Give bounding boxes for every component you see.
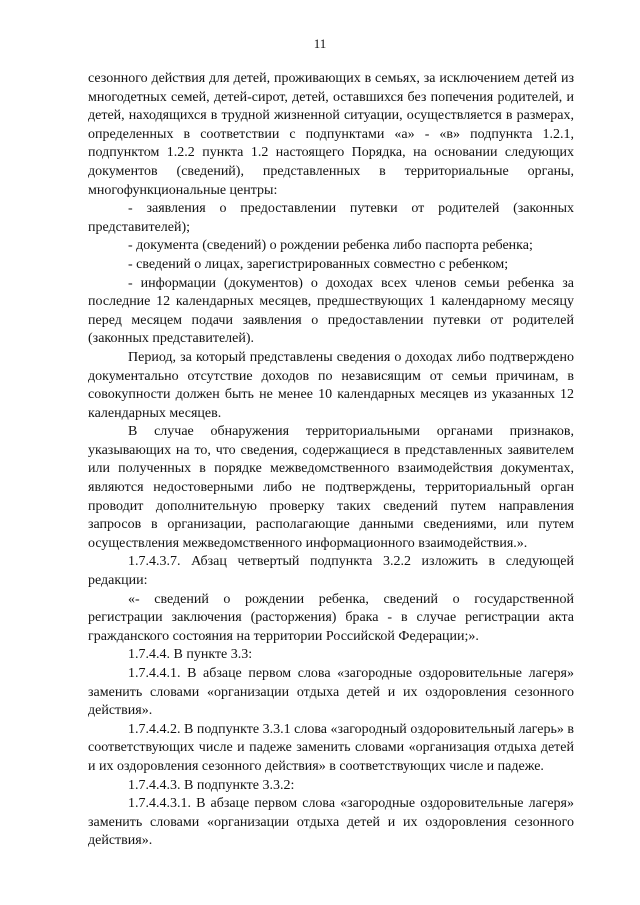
paragraph: 1.7.4.4. В пункте 3.3: — [128, 647, 253, 663]
list-item: - документа (сведений) о рождении ребенка либо паспорта ребенка; — [128, 238, 533, 254]
list-item: - сведений о лицах, зарегистрированных совместно с ребенком; — [128, 256, 509, 272]
page-number: 11 — [313, 36, 327, 51]
paragraph: Период, за который представлены сведения о доходах либо подтверждено документально отсутствие доходов по независящим от семьи причинам, в совокупности должен быть не менее 10 календарных месяцев из указанных 12 календарных месяцев. — [88, 349, 574, 421]
paragraph: 1.7.4.4.2. В подпункте 3.3.1 слова «загородный оздоровительный лагерь» в соответствующих числе и падеже заменить словами «организация отдыха детей и их оздоровления сезонного действия» в соответствующих числе и падеже. — [88, 721, 574, 774]
list-item: - заявления о предоставлении путевки от родителей (законных представителей); — [88, 201, 574, 235]
document-body — [88, 70, 574, 851]
paragraph: 1.7.4.4.3.1. В абзаце первом слова «загородные оздоровительные лагеря» заменить словами «организации отдыха детей и их оздоровления сезонного действия». — [88, 796, 574, 849]
paragraph: 1.7.4.3.7. Абзац четвертый подпункта 3.2.2 изложить в следующей редакции: — [88, 554, 574, 589]
list-item: - информации (документов) о доходах всех членов семьи ребенка за последние 12 календарных месяцев, предшествующих 1 календарному месяцу перед месяцем подачи заявления о предоставлении путевки от родителей (законных представителей). — [88, 275, 574, 347]
paragraph: 1.7.4.4.1. В абзаце первом слова «загородные оздоровительные лагеря» заменить словами «организации отдыха детей и их оздоровления сезонного действия». — [88, 666, 574, 719]
paragraph: В случае обнаружения территориальными органами признаков, указывающих на то, что сведения, содержащиеся в представленных заявителем или полученных в порядке межведомственного взаимодействия документах, являются недостоверными либо не подтверждены, территориальный орган проводит дополнительную проверку таких сведений путем направления запросов в организации, располагающие данными сведениями, или путем осуществления межведомственного информационного взаимодействия.». — [88, 424, 574, 551]
paragraph: «- сведений о рождении ребенка, сведений о государственной регистрации заключения (расторжения) брака - в случае регистрации акта гражданского состояния на территории Российской Федерации;». — [88, 591, 574, 644]
paragraph: сезонного действия для детей, проживающих в семьях, за исключением детей из многодетных семей, детей-сирот, детей, оставшихся без попечения родителей, и детей, находящихся в трудной жизненной ситуации, осуществляется в размерах, определенных в соответствии с подпунктами «а» - «в» подпункта 1.2.1, подпунктом 1.2.2 пункта 1.2 настоящего Порядка, на основании следующих документов (сведений), представленных в территориальные органы, многофункциональные центры: — [88, 71, 574, 198]
paragraph: 1.7.4.4.3. В подпункте 3.3.2: — [128, 777, 295, 793]
